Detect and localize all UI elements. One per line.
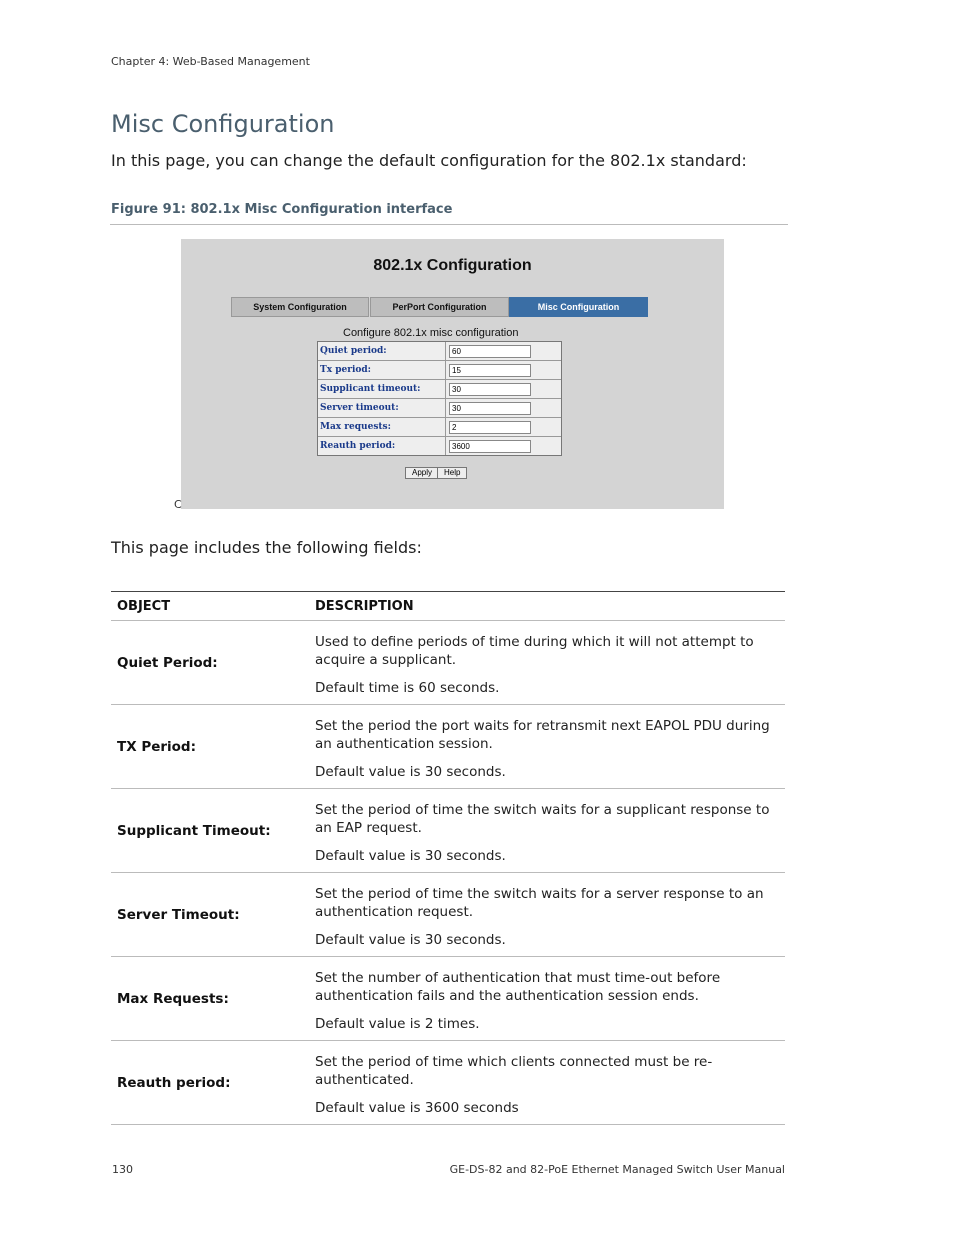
row-default-text: Default value is 30 seconds. <box>315 932 506 948</box>
quiet-period-label: Quiet period: <box>318 342 446 360</box>
object-column-header: OBJECT <box>111 592 307 621</box>
row-description-text: Set the period of time the switch waits for a supplicant response to an EAP request. <box>315 802 770 836</box>
row-description <box>307 1041 785 1125</box>
table-row <box>111 621 785 705</box>
form-row-supplicant-timeout <box>318 380 561 399</box>
row-description <box>307 873 785 957</box>
supplicant-timeout-input[interactable] <box>449 383 531 396</box>
section-title: Misc Configuration <box>111 110 335 138</box>
table-row <box>111 1041 785 1125</box>
row-description-text: Set the period the port waits for retransmit next EAPOL PDU during an authentication session. <box>315 718 770 752</box>
tab-perport-configuration[interactable]: PerPort Configuration <box>370 297 509 317</box>
form-row-tx-period <box>318 361 561 380</box>
form-row-max-requests <box>318 418 561 437</box>
form-row-reauth-period <box>318 437 561 455</box>
row-description-text: Set the period of time which clients connected must be re-authenticated. <box>315 1054 713 1088</box>
row-object: TX Period: <box>111 705 307 789</box>
row-description <box>307 789 785 873</box>
server-timeout-input[interactable] <box>449 402 531 415</box>
row-default-text: Default value is 3600 seconds <box>315 1100 519 1116</box>
screenshot-title: 802.1x Configuration <box>373 257 532 274</box>
row-object: Supplicant Timeout: <box>111 789 307 873</box>
row-description-text: Set the period of time the switch waits for a server response to an authentication request. <box>315 886 764 920</box>
tab-misc-configuration[interactable]: Misc Configuration <box>509 297 648 317</box>
row-description <box>307 705 785 789</box>
tx-period-input[interactable] <box>449 364 531 377</box>
table-row <box>111 957 785 1041</box>
table-row <box>111 705 785 789</box>
help-button[interactable]: Help <box>437 467 467 479</box>
tab-system-configuration[interactable]: System Configuration <box>231 297 369 317</box>
row-object: Max Requests: <box>111 957 307 1041</box>
row-object: Reauth period: <box>111 1041 307 1125</box>
fields-table <box>111 591 785 1125</box>
apply-button[interactable]: Apply <box>405 467 439 479</box>
description-column-header: DESCRIPTION <box>307 592 785 621</box>
row-default-text: Default time is 60 seconds. <box>315 680 500 696</box>
row-object: Server Timeout: <box>111 873 307 957</box>
row-default-text: Default value is 30 seconds. <box>315 848 506 864</box>
reauth-period-input[interactable] <box>449 440 531 453</box>
server-timeout-label: Server timeout: <box>318 399 446 417</box>
quiet-period-input[interactable] <box>449 345 531 358</box>
supplicant-timeout-label: Supplicant timeout: <box>318 380 446 398</box>
form-caption: Configure 802.1x misc configuration <box>343 327 519 339</box>
max-requests-label: Max requests: <box>318 418 446 436</box>
chapter-header: Chapter 4: Web-Based Management <box>111 55 310 68</box>
figure-caption: Figure 91: 802.1x Misc Configuration interface <box>111 202 453 217</box>
figure-divider <box>110 224 788 225</box>
figure-stray-char: C <box>174 498 182 511</box>
row-description <box>307 957 785 1041</box>
row-description-text: Set the number of authentication that must time-out before authentication fails and the authentication session ends. <box>315 970 721 1004</box>
reauth-period-label: Reauth period: <box>318 437 446 455</box>
row-object: Quiet Period: <box>111 621 307 705</box>
row-default-text: Default value is 30 seconds. <box>315 764 506 780</box>
fields-intro: This page includes the following fields: <box>111 538 422 557</box>
form-row-server-timeout <box>318 399 561 418</box>
table-row <box>111 873 785 957</box>
page-number: 130 <box>112 1163 133 1176</box>
manual-title: GE-DS-82 and 82-PoE Ethernet Managed Switch User Manual <box>449 1163 785 1176</box>
tx-period-label: Tx period: <box>318 361 446 379</box>
row-default-text: Default value is 2 times. <box>315 1016 480 1032</box>
table-header-row <box>111 592 785 621</box>
max-requests-input[interactable] <box>449 421 531 434</box>
form-row-quiet-period <box>318 342 561 361</box>
config-screenshot <box>181 239 724 509</box>
section-intro: In this page, you can change the default configuration for the 802.1x standard: <box>111 151 747 170</box>
table-row <box>111 789 785 873</box>
row-description <box>307 621 785 705</box>
row-description-text: Used to define periods of time during which it will not attempt to acquire a supplicant. <box>315 634 754 668</box>
misc-config-form <box>317 341 562 456</box>
